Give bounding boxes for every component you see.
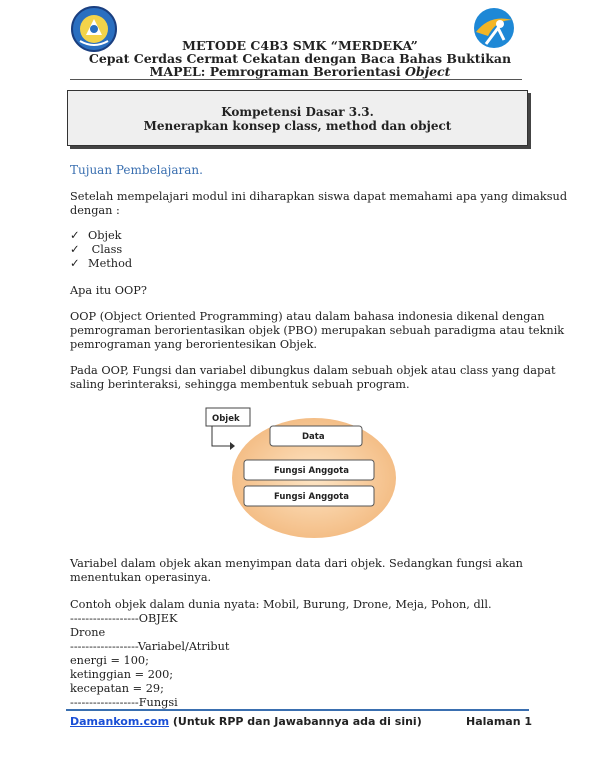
footer-note (70, 715, 422, 728)
code-line: ------------------Variabel/Atribut (70, 640, 230, 653)
header-method-title: METODE C4B3 SMK “MERDEKA” (182, 38, 418, 53)
arrowhead-icon (230, 442, 235, 450)
code-line: kecepatan = 29; (70, 682, 164, 695)
fungsi-label-2: Fungsi Anggota (274, 492, 349, 502)
tujuan-heading: Tujuan Pembelajaran. (70, 163, 203, 177)
check-icon: ✓ (70, 229, 80, 242)
header-divider (70, 79, 522, 80)
footer-divider (66, 709, 529, 711)
fungsi-label-1: Fungsi Anggota (274, 466, 349, 476)
check-icon: ✓ (70, 243, 80, 256)
list-item: ✓ Class (70, 243, 123, 256)
kompetensi-dasar-box (67, 90, 528, 146)
code-line: energi = 100; (70, 654, 149, 667)
oop-para1-line1: OOP (Object Oriented Programming) atau dalam bahasa indonesia dikenal dengan (70, 310, 545, 323)
body2-para-line2: menentukan operasinya. (70, 571, 212, 584)
header-tagline: Cepat Cerdas Cermat Cekatan dengan Baca Bahas Buktikan (88, 51, 512, 66)
list-item: ✓ Method (70, 257, 133, 270)
tujuan-intro-line2: dengan : (70, 204, 120, 217)
header-subject-object: Object (404, 64, 451, 79)
oop-para2-line2: saling berinteraksi, sehingga membentuk sebuah program. (70, 378, 410, 391)
data-label: Data (302, 432, 325, 442)
oop-question: Apa itu OOP? (70, 284, 147, 297)
footer-note-text: (Untuk RPP dan Jawabannya ada di sini) (169, 715, 422, 728)
page-number: Halaman 1 (466, 715, 533, 728)
list-item: ✓ Objek (70, 229, 122, 242)
code-line: ------------------OBJEK (70, 612, 178, 625)
kd-title: Kompetensi Dasar 3.3. (221, 105, 374, 119)
objek-label: Objek (212, 414, 240, 424)
check-icon: ✓ (70, 257, 80, 270)
code-line: ketinggian = 200; (70, 668, 174, 681)
object-diagram (200, 402, 410, 542)
code-line: Drone (70, 626, 106, 639)
code-line: ------------------Fungsi (70, 696, 178, 709)
kd-subtitle: Menerapkan konsep class, method dan object (143, 119, 452, 133)
header-subject-prefix: MAPEL: Pemrograman Berorientasi (149, 64, 405, 79)
oop-para1-line3: pemrograman yang berorientesikan Objek. (70, 338, 318, 351)
oop-para1-line2: pemrograman berorientasikan objek (PBO) merupakan sebuah paradigma atau teknik (70, 324, 565, 337)
contoh-line: Contoh objek dalam dunia nyata: Mobil, Burung, Drone, Meja, Pohon, dll. (70, 598, 492, 611)
body2-para-line1: Variabel dalam objek akan menyimpan data dari objek. Sedangkan fungsi akan (70, 557, 523, 570)
oop-para2-line1: Pada OOP, Fungsi dan variabel dibungkus dalam sebuah objek atau class yang dapat (70, 364, 556, 377)
footer-link[interactable]: Damankom.com (70, 715, 170, 728)
header-subject (0, 64, 600, 79)
tujuan-intro-line1: Setelah mempelajari modul ini diharapkan siswa dapat memahami apa yang dimaksud (70, 190, 568, 203)
